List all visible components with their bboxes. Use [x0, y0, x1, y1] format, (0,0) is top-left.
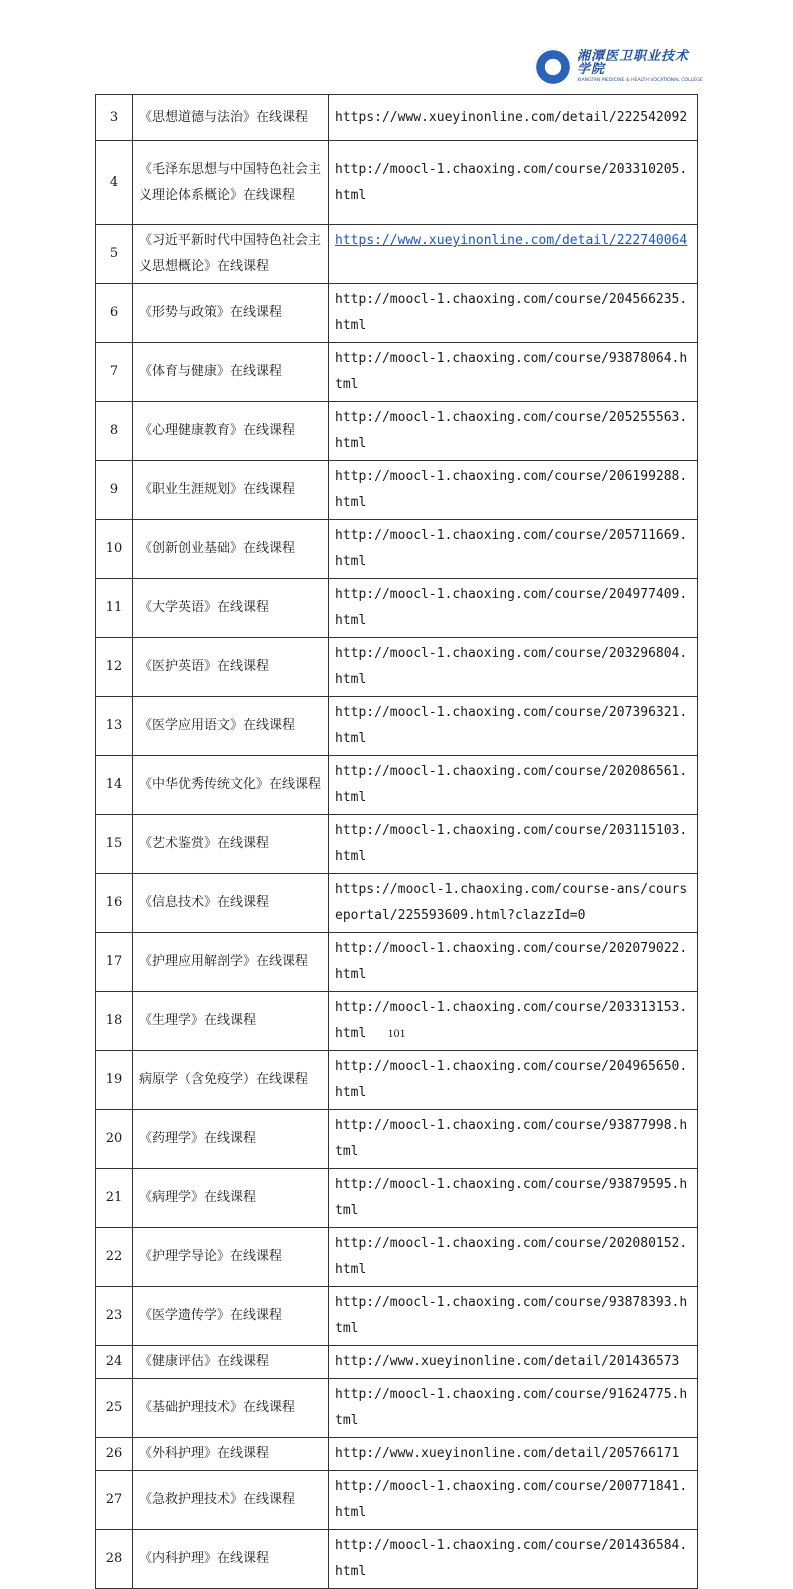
course-url[interactable]: https://moocl-1.chaoxing.com/course-ans/courseportal/225593609.html?clazzId=0 — [329, 874, 698, 933]
table-row — [96, 1379, 698, 1438]
course-url[interactable]: http://moocl-1.chaoxing.com/course/202079022.html — [329, 933, 698, 992]
table-row — [96, 933, 698, 992]
course-name: 《医护英语》在线课程 — [133, 638, 329, 697]
course-name: 《毛泽东思想与中国特色社会主义理论体系概论》在线课程 — [133, 141, 329, 225]
course-name: 《创新创业基础》在线课程 — [133, 520, 329, 579]
course-name: 《外科护理》在线课程 — [133, 1438, 329, 1471]
row-number: 6 — [96, 284, 133, 343]
table-row — [96, 756, 698, 815]
course-name: 《内科护理》在线课程 — [133, 1530, 329, 1589]
row-number: 7 — [96, 343, 133, 402]
course-url[interactable]: http://moocl-1.chaoxing.com/course/93878393.html — [329, 1287, 698, 1346]
course-url[interactable]: http://moocl-1.chaoxing.com/course/93877998.html — [329, 1110, 698, 1169]
table-row — [96, 1051, 698, 1110]
row-number: 15 — [96, 815, 133, 874]
course-name: 《艺术鉴赏》在线课程 — [133, 815, 329, 874]
school-logo — [534, 46, 703, 88]
row-number: 19 — [96, 1051, 133, 1110]
course-name: 《护理学导论》在线课程 — [133, 1228, 329, 1287]
table-row — [96, 461, 698, 520]
course-url[interactable]: http://moocl-1.chaoxing.com/course/201436584.html — [329, 1530, 698, 1589]
course-name: 《急救护理技术》在线课程 — [133, 1471, 329, 1530]
school-name-en: XIANGTAN MEDICINE & HEALTH VOCATIONAL COLLEGE — [577, 78, 703, 84]
school-name-cn: 湘潭医卫职业技术学院 — [577, 49, 690, 78]
course-name: 《健康评估》在线课程 — [133, 1346, 329, 1379]
course-name: 《护理应用解剖学》在线课程 — [133, 933, 329, 992]
table-row — [96, 815, 698, 874]
row-number: 5 — [96, 225, 133, 284]
course-name: 《药理学》在线课程 — [133, 1110, 329, 1169]
table-row — [96, 992, 698, 1051]
course-url[interactable]: http://moocl-1.chaoxing.com/course/204566235.html — [329, 284, 698, 343]
row-number: 18 — [96, 992, 133, 1051]
table-row — [96, 874, 698, 933]
table-row — [96, 1228, 698, 1287]
course-url[interactable]: http://moocl-1.chaoxing.com/course/205711669.html — [329, 520, 698, 579]
course-name: 《心理健康教育》在线课程 — [133, 402, 329, 461]
course-name: 《医学应用语文》在线课程 — [133, 697, 329, 756]
row-number: 12 — [96, 638, 133, 697]
course-url[interactable]: http://moocl-1.chaoxing.com/course/205255563.html — [329, 402, 698, 461]
row-number: 16 — [96, 874, 133, 933]
course-url — [329, 225, 698, 284]
row-number: 10 — [96, 520, 133, 579]
row-number: 17 — [96, 933, 133, 992]
row-number: 24 — [96, 1346, 133, 1379]
row-number: 14 — [96, 756, 133, 815]
course-name: 《信息技术》在线课程 — [133, 874, 329, 933]
course-url[interactable]: http://moocl-1.chaoxing.com/course/204977409.html — [329, 579, 698, 638]
row-number: 8 — [96, 402, 133, 461]
table-row — [96, 1110, 698, 1169]
row-number: 22 — [96, 1228, 133, 1287]
table-row — [96, 1346, 698, 1379]
row-number: 21 — [96, 1169, 133, 1228]
course-name: 《病理学》在线课程 — [133, 1169, 329, 1228]
school-name — [577, 50, 703, 84]
table-row — [96, 1287, 698, 1346]
course-url[interactable]: http://moocl-1.chaoxing.com/course/204965650.html — [329, 1051, 698, 1110]
table-row — [96, 1438, 698, 1471]
table-row — [96, 141, 698, 225]
row-number: 9 — [96, 461, 133, 520]
table-row — [96, 520, 698, 579]
course-url[interactable]: http://www.xueyinonline.com/detail/201436573 — [329, 1346, 698, 1379]
table-row — [96, 579, 698, 638]
row-number: 26 — [96, 1438, 133, 1471]
course-name: 《生理学》在线课程 — [133, 992, 329, 1051]
table-row — [96, 95, 698, 141]
row-number: 11 — [96, 579, 133, 638]
course-url[interactable]: http://moocl-1.chaoxing.com/course/203296804.html — [329, 638, 698, 697]
table-row — [96, 1169, 698, 1228]
row-number: 4 — [96, 141, 133, 225]
row-number: 25 — [96, 1379, 133, 1438]
table-row — [96, 402, 698, 461]
row-number: 23 — [96, 1287, 133, 1346]
course-name: 《思想道德与法治》在线课程 — [133, 95, 329, 141]
row-number: 13 — [96, 697, 133, 756]
course-name: 《基础护理技术》在线课程 — [133, 1379, 329, 1438]
course-url[interactable]: http://moocl-1.chaoxing.com/course/203310205.html — [329, 141, 698, 225]
course-url[interactable]: http://moocl-1.chaoxing.com/course/93879595.html — [329, 1169, 698, 1228]
school-emblem-icon — [534, 48, 572, 86]
course-name: 《体育与健康》在线课程 — [133, 343, 329, 402]
course-url[interactable]: http://moocl-1.chaoxing.com/course/91624775.html — [329, 1379, 698, 1438]
course-url[interactable]: http://moocl-1.chaoxing.com/course/207396321.html — [329, 697, 698, 756]
course-name: 《形势与政策》在线课程 — [133, 284, 329, 343]
course-url[interactable]: http://moocl-1.chaoxing.com/course/202086561.html — [329, 756, 698, 815]
course-url[interactable]: http://moocl-1.chaoxing.com/course/203313153.html — [329, 992, 698, 1051]
course-name: 《职业生涯规划》在线课程 — [133, 461, 329, 520]
course-url[interactable]: http://www.xueyinonline.com/detail/205766171 — [329, 1438, 698, 1471]
course-table — [95, 94, 698, 1589]
page-number: 101 — [387, 1026, 406, 1040]
table-row — [96, 1471, 698, 1530]
table-row — [96, 697, 698, 756]
course-url[interactable]: http://moocl-1.chaoxing.com/course/200771841.html — [329, 1471, 698, 1530]
course-url[interactable]: https://www.xueyinonline.com/detail/222542092 — [329, 95, 698, 141]
table-row — [96, 343, 698, 402]
table-row — [96, 1530, 698, 1589]
course-url[interactable]: http://moocl-1.chaoxing.com/course/93878064.html — [329, 343, 698, 402]
course-link[interactable]: https://www.xueyinonline.com/detail/222740064 — [335, 233, 688, 248]
table-row — [96, 284, 698, 343]
row-number: 27 — [96, 1471, 133, 1530]
course-name: 病原学（含免疫学）在线课程 — [133, 1051, 329, 1110]
table-row — [96, 225, 698, 284]
course-name: 《医学遗传学》在线课程 — [133, 1287, 329, 1346]
row-number: 28 — [96, 1530, 133, 1589]
course-name: 《中华优秀传统文化》在线课程 — [133, 756, 329, 815]
row-number: 20 — [96, 1110, 133, 1169]
row-number: 3 — [96, 95, 133, 141]
course-name: 《大学英语》在线课程 — [133, 579, 329, 638]
table-row — [96, 638, 698, 697]
course-name: 《习近平新时代中国特色社会主义思想概论》在线课程 — [133, 225, 329, 284]
course-url[interactable]: http://moocl-1.chaoxing.com/course/206199288.html — [329, 461, 698, 520]
course-url[interactable]: http://moocl-1.chaoxing.com/course/202080152.html — [329, 1228, 698, 1287]
course-url[interactable]: http://moocl-1.chaoxing.com/course/203115103.html — [329, 815, 698, 874]
